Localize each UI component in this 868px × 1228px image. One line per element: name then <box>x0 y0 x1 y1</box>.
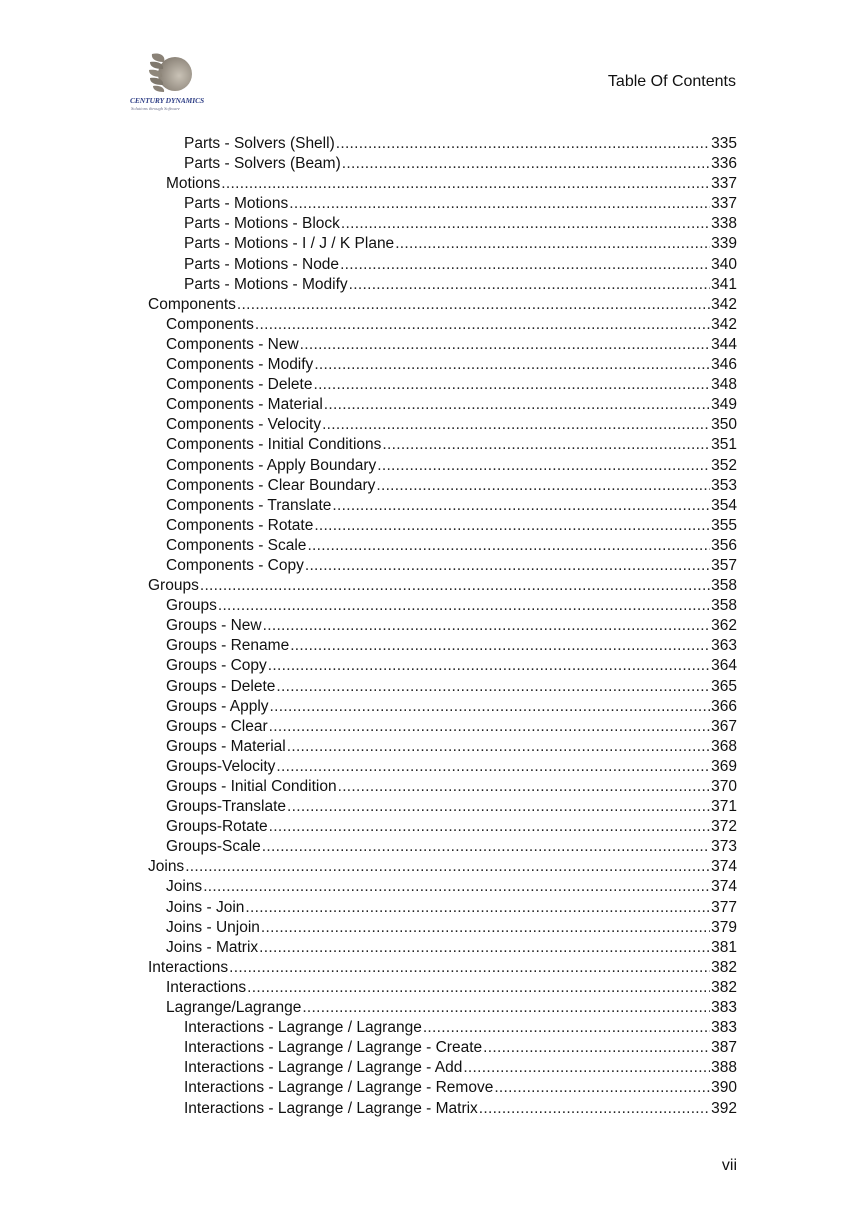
toc-entry-title: Components - Rotate <box>166 516 314 534</box>
logo-tagline: Solutions through Software <box>131 106 180 111</box>
toc-entry[interactable] <box>148 435 737 455</box>
toc-entry-page: 381 <box>711 938 737 956</box>
toc-entry[interactable] <box>148 857 737 877</box>
toc-dot-leader <box>263 616 711 636</box>
toc-dot-leader <box>342 154 710 174</box>
toc-entry-title: Joins - Matrix <box>166 938 259 956</box>
toc-entry-page: 346 <box>711 356 737 374</box>
toc-entry-page: 382 <box>711 978 737 996</box>
toc-entry-page: 383 <box>711 1019 737 1037</box>
toc-entry[interactable] <box>148 1058 737 1078</box>
toc-entry[interactable] <box>148 1018 737 1038</box>
toc-entry-page: 364 <box>711 657 737 675</box>
toc-entry-title: Components - Copy <box>166 556 304 574</box>
toc-dot-leader <box>287 737 710 757</box>
page-header-title: Table Of Contents <box>607 73 736 90</box>
toc-entry-page: 337 <box>711 175 737 193</box>
toc-entry[interactable] <box>148 154 737 174</box>
toc-dot-leader <box>300 335 710 355</box>
toc-entry-page: 337 <box>711 195 737 213</box>
toc-entry-page: 367 <box>711 717 737 735</box>
toc-entry-title: Groups <box>148 577 199 595</box>
toc-entry-title: Parts - Motions - I / J / K Plane <box>184 235 395 253</box>
toc-dot-leader <box>290 636 710 656</box>
toc-entry-page: 371 <box>711 798 737 816</box>
toc-entry-title: Interactions - Lagrange / Lagrange - Create <box>184 1039 483 1057</box>
toc-dot-leader <box>247 978 710 998</box>
toc-dot-leader <box>341 214 710 234</box>
toc-entry[interactable] <box>148 395 737 415</box>
toc-dot-leader <box>221 174 710 194</box>
toc-entry-title: Groups - Apply <box>166 697 269 715</box>
toc-entry[interactable] <box>148 717 737 737</box>
toc-entry-page: 372 <box>711 818 737 836</box>
toc-entry-page: 352 <box>711 456 737 474</box>
toc-entry-page: 354 <box>711 496 737 514</box>
toc-dot-leader <box>305 556 710 576</box>
toc-entry[interactable] <box>148 797 737 817</box>
toc-dot-leader <box>302 998 710 1018</box>
toc-dot-leader <box>229 958 710 978</box>
toc-entry[interactable] <box>148 134 737 154</box>
toc-entry[interactable] <box>148 837 737 857</box>
toc-entry-title: Components - Initial Conditions <box>166 436 382 454</box>
toc-entry-title: Joins <box>148 858 185 876</box>
toc-entry-title: Components - Apply Boundary <box>166 456 377 474</box>
toc-entry-page: 370 <box>711 778 737 795</box>
toc-dot-leader <box>340 255 710 275</box>
toc-entry[interactable] <box>148 174 737 194</box>
toc-entry-page: 374 <box>711 858 737 876</box>
toc-entry-title: Groups-Rotate <box>166 818 268 836</box>
toc-entry[interactable] <box>148 978 737 998</box>
toc-entry[interactable] <box>148 616 737 636</box>
toc-entry[interactable] <box>148 656 737 676</box>
toc-entry[interactable] <box>148 677 737 697</box>
toc-entry-page: 335 <box>711 135 737 152</box>
toc-entry-page: 358 <box>711 597 737 615</box>
toc-entry-page: 390 <box>711 1079 737 1097</box>
toc-entry[interactable] <box>148 456 737 476</box>
toc-entry-title: Interactions <box>148 958 229 976</box>
toc-dot-leader <box>289 194 710 214</box>
toc-dot-leader <box>276 757 710 777</box>
toc-entry-title: Joins - Join <box>166 898 245 916</box>
toc-entry-title: Components - Modify <box>166 356 314 374</box>
toc-entry[interactable] <box>148 214 737 234</box>
toc-entry-page: 355 <box>711 516 737 534</box>
toc-entry-page: 342 <box>711 295 737 313</box>
toc-entry-page: 373 <box>711 838 737 856</box>
toc-entry[interactable] <box>148 194 737 214</box>
toc-entry-page: 374 <box>711 878 737 896</box>
toc-dot-leader <box>382 435 710 455</box>
toc-entry-page: 387 <box>711 1039 737 1057</box>
toc-entry-page: 379 <box>711 918 737 936</box>
toc-entry[interactable] <box>148 355 737 375</box>
toc-dot-leader <box>314 516 710 536</box>
toc-entry-page: 357 <box>711 556 737 574</box>
toc-entry-page: 362 <box>711 617 737 635</box>
toc-entry-title: Groups - Delete <box>166 677 276 695</box>
toc-entry-page: 366 <box>711 697 737 715</box>
toc-dot-leader <box>255 315 710 335</box>
toc-entry-title: Components - Clear Boundary <box>166 476 376 494</box>
toc-entry-page: 341 <box>711 275 737 293</box>
toc-dot-leader <box>218 596 710 616</box>
table-of-contents <box>148 134 737 1119</box>
toc-dot-leader <box>338 777 711 797</box>
toc-entry[interactable] <box>148 1038 737 1058</box>
toc-entry-page: 383 <box>711 999 737 1017</box>
toc-entry[interactable] <box>148 998 737 1018</box>
toc-entry[interactable] <box>148 777 737 797</box>
page-number: vii <box>721 1157 737 1174</box>
toc-dot-leader <box>313 375 710 395</box>
logo-company-name: CENTURY DYNAMICS <box>130 96 205 105</box>
toc-entry-title: Motions <box>166 175 221 193</box>
toc-dot-leader <box>423 1018 710 1038</box>
toc-entry-page: 369 <box>711 757 737 775</box>
toc-entry[interactable] <box>148 576 737 596</box>
toc-entry[interactable] <box>148 536 737 556</box>
toc-entry[interactable] <box>148 898 737 918</box>
toc-dot-leader <box>483 1038 710 1058</box>
toc-entry-page: 338 <box>711 215 737 233</box>
toc-entry-page: 382 <box>711 958 737 976</box>
toc-entry-title: Lagrange/Lagrange <box>166 999 302 1017</box>
toc-entry[interactable] <box>148 1099 737 1119</box>
toc-dot-leader <box>200 576 710 596</box>
toc-entry[interactable] <box>148 516 737 536</box>
toc-entry[interactable] <box>148 877 737 897</box>
toc-dot-leader <box>376 476 710 496</box>
toc-entry-title: Groups-Scale <box>166 838 261 856</box>
toc-entry-page: 340 <box>711 255 737 273</box>
toc-dot-leader <box>259 938 710 958</box>
toc-entry-title: Parts - Motions - Node <box>184 255 340 273</box>
toc-entry[interactable] <box>148 335 737 355</box>
toc-dot-leader <box>269 717 710 737</box>
toc-entry-title: Components - New <box>166 335 299 353</box>
toc-entry[interactable] <box>148 1078 737 1098</box>
toc-dot-leader <box>268 656 710 676</box>
toc-entry-title: Groups-Translate <box>166 798 287 816</box>
toc-entry-page: 344 <box>711 335 737 353</box>
toc-entry[interactable] <box>148 415 737 435</box>
toc-entry-page: 336 <box>711 155 737 173</box>
toc-entry-page: 353 <box>711 476 737 494</box>
toc-entry-page: 356 <box>711 536 737 554</box>
toc-entry-page: 339 <box>711 235 737 253</box>
toc-entry-title: Interactions - Lagrange / Lagrange - Matrix <box>184 1099 478 1117</box>
century-dynamics-logo <box>130 50 212 118</box>
toc-dot-leader <box>479 1099 710 1119</box>
toc-entry-title: Components - Translate <box>166 496 332 514</box>
toc-entry-page: 348 <box>711 376 737 394</box>
toc-entry-title: Parts - Motions <box>184 195 289 213</box>
toc-entry[interactable] <box>148 918 737 938</box>
toc-entry-title: Interactions - Lagrange / Lagrange <box>184 1019 422 1037</box>
toc-entry[interactable] <box>148 938 737 958</box>
toc-entry-title: Components - Material <box>166 396 323 414</box>
toc-entry-page: 392 <box>711 1099 737 1117</box>
toc-entry-page: 351 <box>711 436 737 454</box>
toc-dot-leader <box>237 295 710 315</box>
toc-entry-title: Groups - Copy <box>166 657 267 675</box>
toc-entry-title: Groups <box>166 597 217 615</box>
toc-entry[interactable] <box>148 255 737 275</box>
toc-dot-leader <box>307 536 710 556</box>
toc-entry-title: Joins <box>166 878 203 896</box>
toc-dot-leader <box>395 234 710 254</box>
toc-entry-title: Groups - Initial Condition <box>166 778 337 795</box>
toc-entry-title: Components - Scale <box>166 536 307 554</box>
toc-entry[interactable] <box>148 958 737 978</box>
toc-entry[interactable] <box>148 596 737 616</box>
toc-entry[interactable] <box>148 315 737 335</box>
toc-dot-leader <box>336 134 710 154</box>
toc-entry[interactable] <box>148 757 737 777</box>
toc-dot-leader <box>262 837 710 857</box>
toc-entry[interactable] <box>148 234 737 254</box>
toc-entry-title: Groups-Velocity <box>166 757 276 775</box>
toc-entry-title: Joins - Unjoin <box>166 918 260 936</box>
toc-dot-leader <box>276 677 710 697</box>
toc-entry-title: Parts - Solvers (Beam) <box>184 155 341 173</box>
toc-entry-title: Groups - New <box>166 617 262 635</box>
toc-dot-leader <box>324 395 710 415</box>
toc-dot-leader <box>332 496 710 516</box>
toc-entry-page: 350 <box>711 416 737 434</box>
toc-entry-page: 363 <box>711 637 737 655</box>
toc-dot-leader <box>349 275 710 295</box>
toc-dot-leader <box>494 1078 710 1098</box>
toc-dot-leader <box>261 918 710 938</box>
toc-entry-title: Parts - Motions - Block <box>184 215 340 233</box>
toc-entry-title: Groups - Material <box>166 737 286 755</box>
toc-entry-title: Interactions - Lagrange / Lagrange - Remove <box>184 1079 494 1097</box>
toc-entry[interactable] <box>148 817 737 837</box>
toc-entry-title: Components <box>166 315 254 333</box>
toc-entry-page: 368 <box>711 737 737 755</box>
toc-dot-leader <box>245 898 710 918</box>
toc-entry-title: Components - Velocity <box>166 416 322 434</box>
toc-entry[interactable] <box>148 496 737 516</box>
toc-entry-title: Components - Delete <box>166 376 313 394</box>
toc-entry[interactable] <box>148 556 737 576</box>
toc-dot-leader <box>322 415 710 435</box>
toc-dot-leader <box>377 456 710 476</box>
toc-entry[interactable] <box>148 636 737 656</box>
toc-dot-leader <box>185 857 710 877</box>
toc-entry[interactable] <box>148 737 737 757</box>
toc-dot-leader <box>270 697 711 717</box>
toc-entry-title: Groups - Rename <box>166 637 290 655</box>
toc-entry[interactable] <box>148 275 737 295</box>
toc-entry-title: Interactions <box>166 978 247 996</box>
toc-entry-page: 388 <box>711 1059 737 1077</box>
toc-entry-page: 377 <box>711 898 737 916</box>
toc-entry-page: 342 <box>711 315 737 333</box>
toc-dot-leader <box>203 877 710 897</box>
toc-entry-page: 349 <box>711 396 737 414</box>
toc-entry[interactable] <box>148 295 737 315</box>
toc-dot-leader <box>269 817 710 837</box>
toc-dot-leader <box>463 1058 710 1078</box>
toc-entry[interactable] <box>148 476 737 496</box>
toc-dot-leader <box>287 797 710 817</box>
toc-entry-title: Parts - Solvers (Shell) <box>184 135 335 152</box>
toc-entry-page: 358 <box>711 577 737 595</box>
toc-entry-title: Interactions - Lagrange / Lagrange - Add <box>184 1059 463 1077</box>
toc-entry[interactable] <box>148 697 737 717</box>
globe-logo-icon <box>142 50 194 96</box>
toc-entry-title: Parts - Motions - Modify <box>184 275 348 293</box>
toc-dot-leader <box>314 355 710 375</box>
toc-entry-title: Components <box>148 295 236 313</box>
toc-entry[interactable] <box>148 375 737 395</box>
toc-entry-title: Groups - Clear <box>166 717 268 735</box>
toc-entry-page: 365 <box>711 677 737 695</box>
